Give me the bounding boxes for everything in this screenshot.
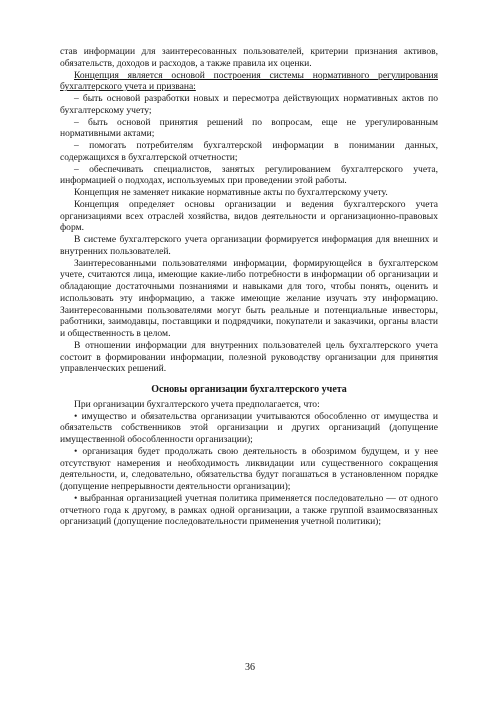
section-item: • выбранная организацией учетная политика применяется последовательно — от одного отчетного года к другому, в рамках одной организации, а также группой взаимосвязанных организаций (допущение последовательности применения учетной политики); xyxy=(60,492,438,528)
body-paragraph: В отношении информации для внутренних пользователей цель бухгалтерского учета состоит в формировании информации, полезной руководству организации для принятия управленческих решений. xyxy=(60,339,438,375)
body-paragraph: В системе бухгалтерского учета организации формируется информация для внешних и внутренних пользователей. xyxy=(60,234,438,257)
concept-intro-text: Концепция является основой построения системы нормативного регулирования бухгалтерского учета и призвана: xyxy=(60,69,438,93)
concept-item: – быть основой принятия решений по вопросам, еще не урегулированным нормативными актами; xyxy=(60,116,438,140)
section-heading: Основы организации бухгалтерского учета xyxy=(151,384,347,395)
section-intro: При организации бухгалтерского учета предполагается, что: xyxy=(74,398,320,410)
page-number: 36 xyxy=(245,662,255,673)
section-item: • имущество и обязательства организации учитываются обособленно от имущества и обязательств собственников этой организации и других организаций (допущение имущественной обособленности организации); xyxy=(60,410,438,445)
section-item: • организация будет продолжать свою деятельность в обозримом будущем, и у нее отсутствуют намерения и необходимость ликвидации или существенного сокращения деятельности, и, следовательно, обязательства будут погашаться в установленном порядке (допущение непрерывности деятельности организации); xyxy=(60,445,438,492)
concept-item: – помогать потребителям бухгалтерской информации в понимании данных, содержащихся в бухгалтерской отчетности; xyxy=(60,140,438,163)
document-page xyxy=(60,46,438,528)
body-paragraph: Концепция определяет основы организации и ведения бухгалтерского учета организациями всех отраслей хозяйства, видов деятельности и организационно-правовых форм. xyxy=(60,198,438,234)
paragraph-continuation: став информации для заинтересованных пользователей, критерии признания активов, обязательств, доходов и расходов, а также правила их оценки. xyxy=(60,46,438,69)
concept-item: – обеспечивать специалистов, занятых регулированием бухгалтерского учета, информацией о подходах, используемых при проведении этой работы. xyxy=(60,163,438,187)
body-paragraph: Концепция не заменяет никакие нормативные акты по бухгалтерскому учету. xyxy=(74,187,388,198)
concept-item: – быть основой разработки новых и пересмотра действующих нормативных актов по бухгалтерскому учету; xyxy=(60,93,438,116)
body-paragraph: Заинтересованными пользователями информации, формирующейся в бухгалтерском учете, считаются лица, имеющие какие-либо потребности в информации об организации и обладающие достаточными познаниями и навыками для того, чтобы понять, оценить и использовать эту информацию, а также имеющие желание изучать эту информацию. Заинтересованными пользователями могут быть реальные и потенциальные инвесторы, работники, заимодавцы, поставщики и подрядчики, покупатели и заказчики, органы власти и общественность в целом. xyxy=(60,257,438,339)
concept-intro-paragraph xyxy=(60,70,438,94)
